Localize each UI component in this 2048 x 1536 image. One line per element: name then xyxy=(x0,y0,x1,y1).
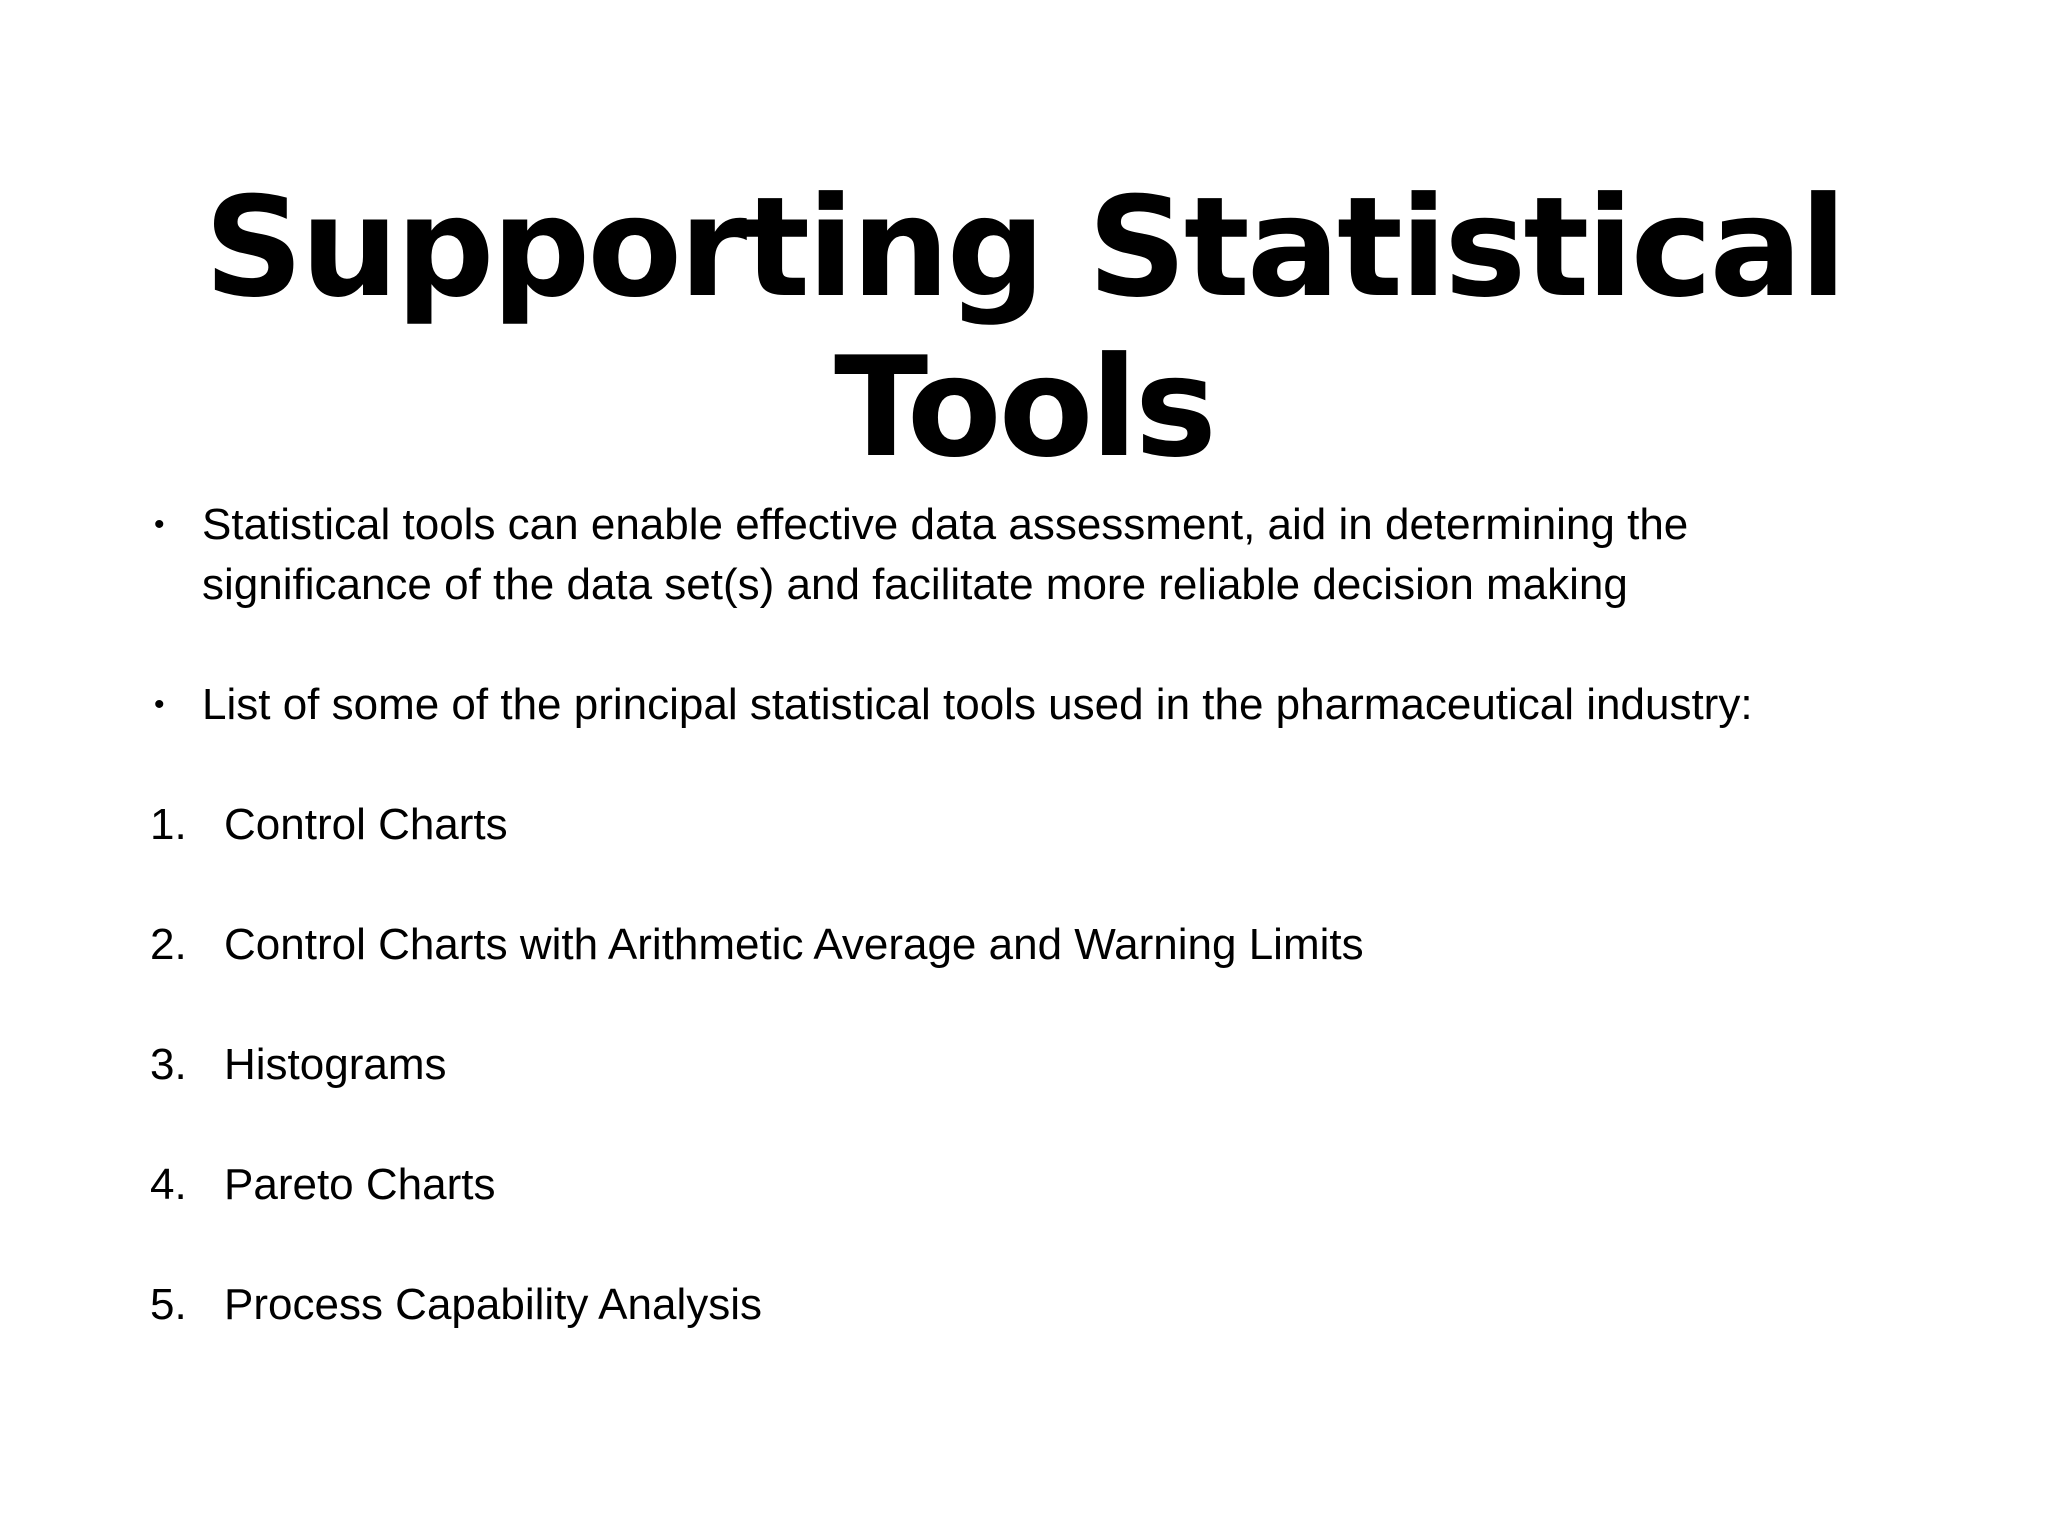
bullet-item xyxy=(150,675,1910,735)
bullet-text: Statistical tools can enable effective data assessment, aid in determining the significance of the data set(s) and facilitate more reliable decision making xyxy=(202,500,1689,609)
numbered-item-control-charts-warning-limits xyxy=(150,915,1910,1035)
list-item-text: Control Charts xyxy=(224,800,508,849)
list-number: 2. xyxy=(150,920,187,969)
bullet-list xyxy=(150,495,1910,795)
bullet-marker: • xyxy=(154,508,165,541)
numbered-item-process-capability xyxy=(150,1275,1910,1395)
list-item-text: Process Capability Analysis xyxy=(224,1280,763,1329)
bullet-text: List of some of the principal statistical tools used in the pharmaceutical industry: xyxy=(202,680,1753,729)
list-number: 3. xyxy=(150,1040,187,1089)
slide-title: Supporting Statistical Tools xyxy=(204,167,1844,488)
list-number: 4. xyxy=(150,1160,187,1209)
bullet-marker: • xyxy=(154,688,165,721)
list-item-text: Control Charts with Arithmetic Average and Warning Limits xyxy=(224,920,1364,969)
numbered-item-pareto-charts xyxy=(150,1155,1910,1275)
list-item-text: Histograms xyxy=(224,1040,447,1089)
numbered-item-histograms xyxy=(150,1035,1910,1155)
numbered-list xyxy=(150,795,1910,1395)
list-number: 1. xyxy=(150,800,187,849)
bullet-item xyxy=(150,495,1910,615)
numbered-item-control-charts xyxy=(150,795,1910,915)
list-number: 5. xyxy=(150,1280,187,1329)
list-item-text: Pareto Charts xyxy=(224,1160,496,1209)
